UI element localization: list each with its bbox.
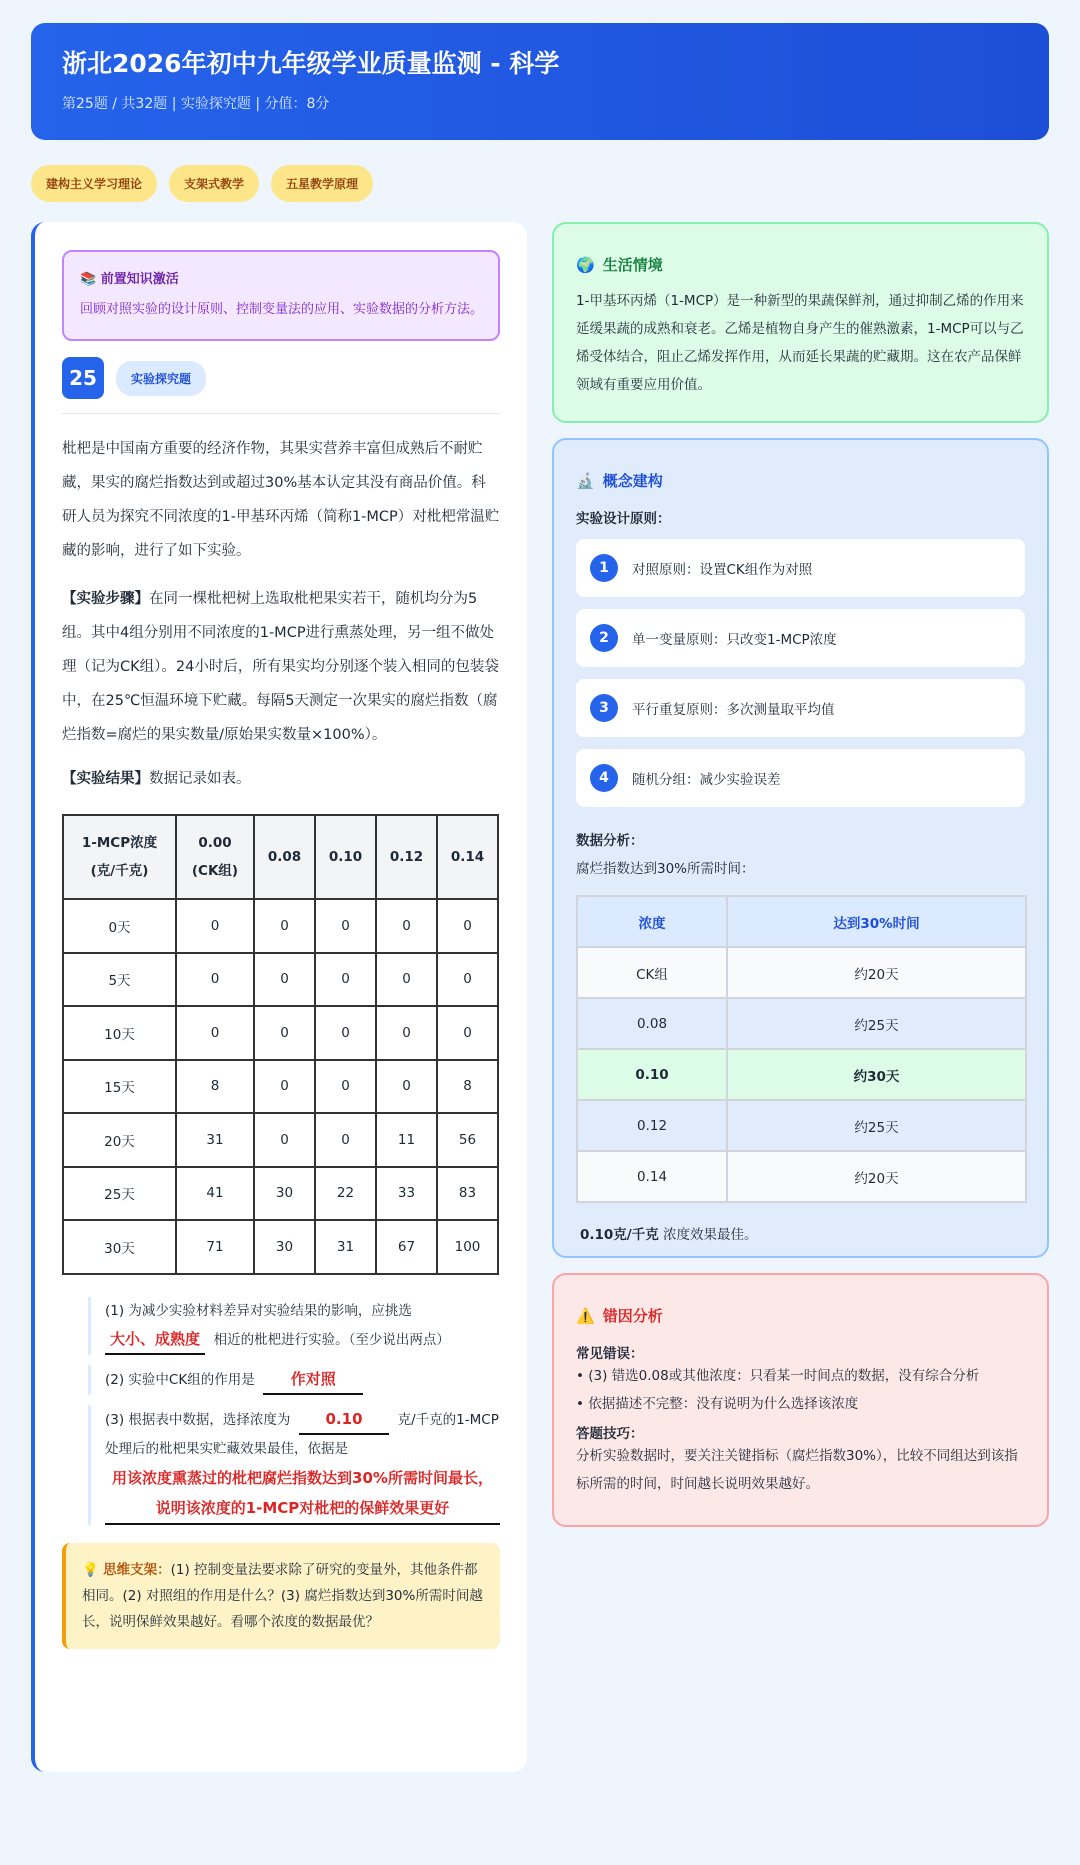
principle-item (576, 679, 1025, 737)
principle-item (576, 539, 1025, 597)
table-cell: 0 (254, 953, 315, 1007)
table-cell: 11 (376, 1113, 437, 1167)
question-panel (31, 222, 527, 1772)
tag-scaffolding: 支架式教学 (169, 165, 259, 202)
table-cell: 31 (176, 1113, 254, 1167)
table-row (63, 953, 498, 1007)
principle-text: 平行重复原则：多次测量取平均值 (632, 702, 835, 718)
thinking-text: (1) 控制变量法要求除了研究的变量外，其他条件都相同。(2) 对照组的作用是什么？(3) 腐烂指数达到30%所需时间越长，说明保鲜效果越好。看哪个浓度的数据最优？ (82, 1561, 483, 1630)
q3-answer: 0.10 (299, 1405, 389, 1435)
table-cell: 0 (176, 899, 254, 953)
table-cell: 0 (254, 1060, 315, 1114)
table-cell: 100 (437, 1220, 498, 1274)
header-cell: 0.08 (254, 815, 315, 899)
table-cell: 0 (176, 1006, 254, 1060)
table-cell: 8 (176, 1060, 254, 1114)
q3-post-text: 克/千克的1-MCP处理后的枇杷果实贮藏效果最佳，依据是 (105, 1411, 499, 1457)
table-cell: 56 (437, 1113, 498, 1167)
principle-number: 2 (590, 624, 618, 652)
table-cell: 41 (176, 1167, 254, 1221)
common-errors-label: 常见错误： (576, 1346, 644, 1362)
table-row (63, 1113, 498, 1167)
table-cell: 0 (376, 1006, 437, 1060)
table-cell: 20天 (63, 1113, 176, 1167)
table-cell: 约25天 (727, 998, 1026, 1049)
principles-label: 实验设计原则： (576, 511, 671, 527)
principle-number: 1 (590, 554, 618, 582)
tips-label: 答题技巧： (576, 1426, 644, 1442)
lightbulb-icon: 💡 (82, 1561, 99, 1578)
table-cell: 0.14 (577, 1151, 727, 1202)
principle-item (576, 609, 1025, 667)
table-cell: 0天 (63, 899, 176, 953)
tips-text: 分析实验数据时，要关注关键指标（腐烂指数30%），比较不同组达到该指标所需的时间，时间越长说明效果越好。 (576, 1448, 1018, 1492)
steps-label: 【实验步骤】 (62, 591, 149, 607)
table-cell: 0.10 (577, 1049, 727, 1100)
table-cell: 0 (176, 953, 254, 1007)
q1-post-text: 相近的枇杷进行实验。（至少说出两点） (213, 1331, 450, 1348)
table-cell: 0 (254, 1113, 315, 1167)
life-text: 1-甲基环丙烯（1-MCP）是一种新型的果蔬保鲜剂，通过抑制乙烯的作用来延缓果蔬的成熟和衰老。乙烯是植物自身产生的催熟激素，1-MCP可以与乙烯受体结合，阻止乙烯发挥作用，从而延长果蔬的贮藏期。这在农产品保鲜领域有重要应用价值。 (576, 293, 1024, 393)
table-cell: 约20天 (727, 947, 1026, 998)
error-analysis-card (552, 1273, 1049, 1527)
microscope-icon: 🔬 (576, 471, 595, 490)
prior-knowledge-box (62, 250, 500, 341)
table-cell: 约25天 (727, 1100, 1026, 1151)
question-type-badge: 实验探究题 (116, 361, 206, 396)
header-cell: 1-MCP浓度 (克/千克) (63, 815, 176, 899)
experiment-steps (62, 582, 500, 752)
table-cell: 0 (376, 953, 437, 1007)
table-cell: 0 (254, 1006, 315, 1060)
tag-constructivism: 建构主义学习理论 (31, 165, 157, 202)
analysis-header-cell: 浓度 (577, 896, 727, 947)
table-row (63, 899, 498, 953)
data-table-header (63, 815, 498, 899)
principle-item (576, 749, 1025, 807)
table-cell: 30 (254, 1220, 315, 1274)
header-cell: 0.12 (376, 815, 437, 899)
conclusion-bold: 0.10克/千克 (580, 1227, 659, 1243)
table-row (63, 1006, 498, 1060)
table-cell: 0 (315, 1006, 376, 1060)
concept-card (552, 438, 1049, 1258)
table-cell: 0 (315, 1060, 376, 1114)
concept-title: 概念建构 (602, 472, 663, 490)
life-context-card (552, 222, 1049, 423)
theory-tags (31, 165, 373, 202)
principle-text: 对照原则：设置CK组作为对照 (632, 562, 813, 578)
table-cell: 0 (315, 1113, 376, 1167)
question-intro: 枇杷是中国南方重要的经济作物，其果实营养丰富但成熟后不耐贮藏，果实的腐烂指数达到或超过30%基本认定其没有商品价值。科研人员为探究不同浓度的1-甲基环丙烯（简称1-MCP）对枇杷常温贮藏的影响，进行了如下实验。 (62, 441, 500, 559)
thinking-label: 思维支架： (103, 1561, 171, 1578)
q1-answer: 大小、成熟度 (105, 1325, 205, 1355)
table-cell: 0 (254, 899, 315, 953)
results-text: 数据记录如表。 (149, 771, 251, 787)
analysis-sub: 腐烂指数达到30%所需时间： (576, 861, 755, 877)
table-cell: CK组 (577, 947, 727, 998)
page-header (31, 23, 1049, 140)
table-cell: 71 (176, 1220, 254, 1274)
table-row (577, 998, 1026, 1049)
analysis-conclusion (576, 1223, 1025, 1243)
table-cell: 0 (437, 899, 498, 953)
question-heading (62, 357, 500, 399)
warning-icon: ⚠️ (576, 1306, 595, 1325)
header-cell: 0.10 (315, 815, 376, 899)
table-cell: 0 (437, 953, 498, 1007)
principle-text: 单一变量原则：只改变1-MCP浓度 (632, 632, 837, 648)
table-cell: 31 (315, 1220, 376, 1274)
table-row (63, 1220, 498, 1274)
analysis-table (576, 895, 1027, 1203)
table-cell: 83 (437, 1167, 498, 1221)
table-cell: 0 (315, 899, 376, 953)
table-row-highlight (577, 1049, 1026, 1100)
table-cell: 0.12 (577, 1100, 727, 1151)
table-cell: 10天 (63, 1006, 176, 1060)
experiment-results (62, 762, 500, 796)
table-cell: 0 (376, 1060, 437, 1114)
divider (62, 413, 500, 414)
table-row (577, 1100, 1026, 1151)
question-meta: 第25题 / 共32题 | 实验探究题 | 分值：8分 (62, 96, 330, 112)
q2-answer: 作对照 (263, 1365, 363, 1395)
analysis-label: 数据分析： (576, 833, 644, 849)
prior-title: 前置知识激活 (100, 272, 179, 287)
q3-reason: 用该浓度熏蒸过的枇杷腐烂指数达到30%所需时间最长，说明该浓度的1-MCP对枇杷的保鲜效果更好 (105, 1463, 500, 1525)
principle-number: 4 (590, 764, 618, 792)
results-label: 【实验结果】 (62, 771, 149, 787)
q3-text: (3) 根据表中数据，选择浓度为 (105, 1411, 291, 1428)
header-cell: 0.14 (437, 815, 498, 899)
table-cell: 30 (254, 1167, 315, 1221)
table-cell: 8 (437, 1060, 498, 1114)
table-cell: 5天 (63, 953, 176, 1007)
question-number: 25 (62, 357, 104, 399)
q1-text: (1) 为减少实验材料差异对实验结果的影响，应挑选 (105, 1302, 412, 1319)
thinking-scaffold (62, 1543, 500, 1649)
table-cell: 0.08 (577, 998, 727, 1049)
subquestion-1 (88, 1297, 500, 1355)
table-cell: 0 (376, 899, 437, 953)
table-cell: 25天 (63, 1167, 176, 1221)
table-cell: 0 (315, 953, 376, 1007)
steps-text: 在同一棵枇杷树上选取枇杷果实若干，随机均分为5组。其中4组分别用不同浓度的1-MCP进行熏蒸处理，另一组不做处理（记为CK组）。24小时后，所有果实均分别逐个装入相同的包装袋中，在25℃恒温环境下贮藏。每隔5天测定一次果实的腐烂指数（腐烂指数=腐烂的果实数量/原始果实数量×100%）。 (62, 591, 499, 743)
table-cell: 30天 (63, 1220, 176, 1274)
table-row (577, 947, 1026, 998)
table-cell: 0 (437, 1006, 498, 1060)
error-title: 错因分析 (602, 1307, 663, 1325)
page-title: 浙北2026年初中九年级学业质量监测 - 科学 (62, 49, 560, 78)
globe-icon: 🌍 (576, 255, 595, 274)
subquestion-2 (88, 1365, 500, 1395)
table-cell: 22 (315, 1167, 376, 1221)
principle-text: 随机分组：减少实验误差 (632, 772, 781, 788)
conclusion-text: 浓度效果最佳。 (663, 1227, 758, 1243)
table-cell: 约20天 (727, 1151, 1026, 1202)
table-cell: 67 (376, 1220, 437, 1274)
books-icon: 📚 (80, 272, 97, 287)
principle-number: 3 (590, 694, 618, 722)
error-item: • (3) 错选0.08或其他浓度：只看某一时间点的数据，没有综合分析 (576, 1368, 980, 1384)
prior-text: 回顾对照实验的设计原则、控制变量法的应用、实验数据的分析方法。 (80, 302, 484, 317)
q2-text: (2) 实验中CK组的作用是 (105, 1371, 255, 1388)
tag-five-star: 五星教学原理 (271, 165, 373, 202)
error-item: • 依据描述不完整：没有说明为什么选择该浓度 (576, 1396, 859, 1412)
analysis-header-cell: 达到30%时间 (727, 896, 1026, 947)
table-row (63, 1167, 498, 1221)
table-cell: 15天 (63, 1060, 176, 1114)
table-cell: 33 (376, 1167, 437, 1221)
table-row (577, 1151, 1026, 1202)
subquestion-3 (88, 1405, 500, 1525)
life-title: 生活情境 (602, 256, 663, 274)
table-row (63, 1060, 498, 1114)
header-cell: 0.00 (CK组) (176, 815, 254, 899)
table-cell: 约30天 (727, 1049, 1026, 1100)
data-table (62, 814, 499, 1275)
